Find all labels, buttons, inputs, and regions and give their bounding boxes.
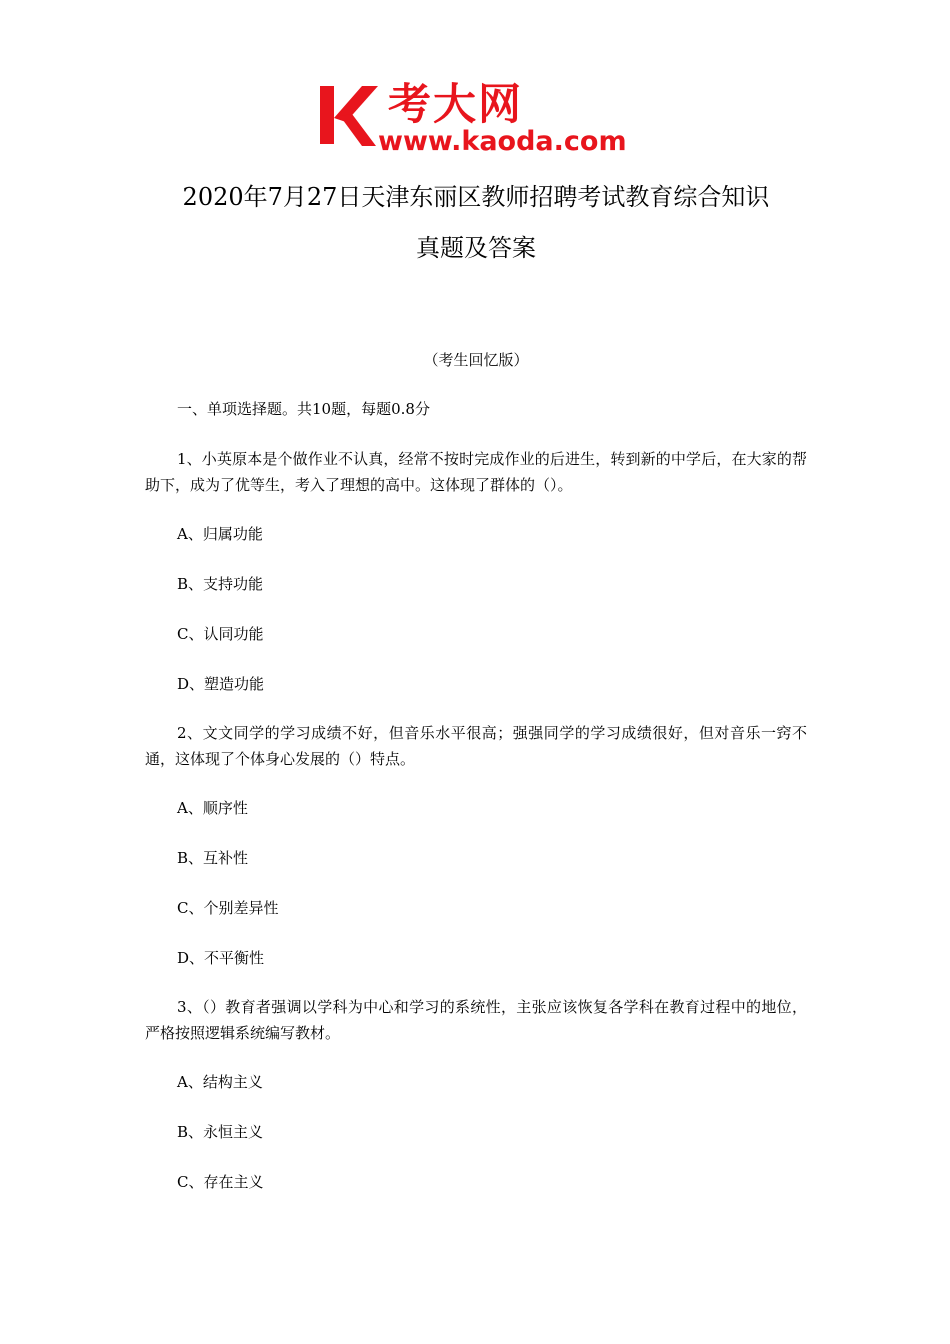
document-title-line-2: 真题及答案	[416, 234, 536, 262]
question-1-option-c: C、认同功能	[177, 625, 264, 643]
question-2-option-d: D、不平衡性	[177, 949, 265, 967]
question-3-option-a: A、结构主义	[177, 1073, 263, 1091]
question-2-option-c: C、个别差异性	[177, 899, 279, 917]
document-subtitle: （考生回忆版）	[423, 351, 529, 369]
question-1-stem: 1、小英原本是个做作业不认真，经常不按时完成作业的后进生，转到新的中学后，在大家的帮助下，成为了优等生，考入了理想的高中。这体现了群体的（）。	[145, 450, 807, 494]
question-3-option-b: B、永恒主义	[177, 1123, 264, 1141]
document-title-line-1: 2020年7月27日天津东丽区教师招聘考试教育综合知识	[182, 183, 770, 211]
k-logo-icon	[318, 80, 382, 150]
question-3-option-c: C、存在主义	[177, 1173, 264, 1191]
kaoda-logo	[318, 80, 640, 160]
question-1-option-a: A、归属功能	[177, 525, 263, 543]
question-2-option-b: B、互补性	[177, 849, 249, 867]
question-1-option-b: B、支持功能	[177, 575, 264, 593]
question-3-stem: 3、（）教育者强调以学科为中心和学习的系统性，主张应该恢复各学科在教育过程中的地位，严格按照逻辑系统编写教材。	[145, 998, 807, 1042]
section-heading: 一、单项选择题。共10题，每题0.8分	[177, 400, 430, 418]
question-2-option-a: A、顺序性	[177, 799, 248, 817]
logo-url: www.kaoda.com	[378, 126, 627, 157]
question-1-option-d: D、塑造功能	[177, 675, 265, 693]
question-2-stem: 2、文文同学的学习成绩不好，但音乐水平很高；强强同学的学习成绩很好，但对音乐一窍不通，这体现了个体身心发展的（）特点。	[145, 724, 807, 768]
logo-chinese-name: 考大网	[388, 80, 523, 130]
